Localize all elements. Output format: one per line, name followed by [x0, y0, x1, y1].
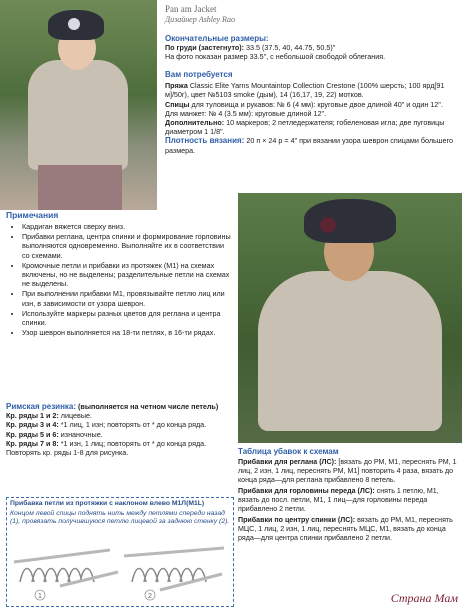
neck-value: снять 1 петлю, М1, вязать до посл. петли, М1, 1 лиц—для горловины переда прибавлено 2 петли. — [238, 487, 439, 513]
rib-heading-line — [6, 402, 234, 411]
back-label: Прибавки по центру спинки (ЛС): — [238, 516, 356, 524]
rib-row-label: Кр. ряды 5 и 6: — [6, 429, 59, 439]
sizes-heading: Окончательные размеры: — [165, 34, 269, 43]
back-value: вязать до РМ, М1, переснять МЦС, 1 лиц, 2 изн, 1 лиц, переснять МЦС, М1, вязать до конца ряда—для центра спинки прибавлено 2 петли. — [238, 516, 453, 542]
needle-illustration-2 — [124, 548, 224, 590]
model-photo-back — [238, 193, 462, 443]
site-watermark: Страна Мам — [390, 591, 458, 605]
rib-row — [6, 439, 234, 448]
decrease-table — [238, 447, 460, 543]
back-increase — [238, 516, 460, 543]
rib-row-value: изнаночные. — [58, 429, 103, 439]
rib-row-value: *1 лиц, 1 изн; повторять от * до конца ряда. — [58, 420, 207, 430]
step-1-label: 1 — [38, 593, 42, 600]
sizes-block — [165, 34, 460, 62]
pattern-title: Pan am Jacket — [165, 4, 217, 14]
gauge-line — [165, 136, 457, 154]
designer-name: Дизайнер Ashley Rao — [165, 15, 235, 24]
note-item: • При выполнении прибавки М1, провязывайте петлю лиц или изн, в зависимости от узора шеврон. — [22, 289, 232, 307]
diagram-title: Прибавка петли из протяжки с наклоном влево М1Л(M1L) — [10, 500, 205, 507]
skirt-shape — [38, 165, 122, 210]
rib-row-value: лицевые. — [58, 411, 92, 421]
chest-size — [165, 43, 460, 52]
cuffs-line: Для манжет: № 4 (3.5 мм): круговые длиной 12". — [165, 108, 327, 118]
extras-value: 10 маркеров; 2 петледержателя; гобеленовая игла; две пуговицы диаметром 1 1/8". — [165, 118, 445, 137]
raglan-value: [вязать до РМ, М1, переснять РМ, 1 лиц, 2 изн, 1 лиц, переснять РМ, М1] повторить 4 раза, вязать до конца ряда—для реглана прибавлено 8 петель. — [238, 458, 457, 484]
size-note: На фото показан размер 33.5", с небольшой свободой облегания. — [165, 52, 386, 62]
notes-list — [22, 222, 232, 338]
m1l-diagram — [6, 497, 234, 607]
neck-increase — [238, 487, 460, 514]
model-photo-front — [0, 0, 157, 210]
rib-heading-note: (выполняется на четном числе петель) — [76, 402, 219, 411]
hat-back-flower — [320, 217, 336, 233]
needles-label: Спицы — [165, 99, 190, 109]
chest-label: По груди (застегнуто): — [165, 43, 245, 53]
hat-back-shape — [304, 199, 396, 243]
extras-label: Дополнительно: — [165, 118, 225, 128]
diagram-caption: Концом левой спицы поднять нить между петлями спереди назад (1), провязать получившуюся петлю лицевой за заднюю стенку (2). — [10, 510, 230, 525]
rib-row-label: Кр. ряды 1 и 2: — [6, 411, 59, 421]
needles-value: для туловища и рукавов: № 6 (4 мм): круговые двое длиной 40" и один 12". — [189, 99, 443, 109]
chest-value: 33.5 (37.5, 40, 44.75, 50.5)" — [244, 43, 336, 53]
jacket-shape — [28, 60, 128, 170]
extras-line — [165, 118, 457, 136]
raglan-label: Прибавки для реглана (ЛС): — [238, 458, 337, 466]
rib-row-value: *1 изн, 1 лиц; повторять от * до конца ряда. — [58, 438, 207, 448]
rib-row — [6, 430, 234, 439]
yarn-label: Пряжа — [165, 81, 188, 91]
needles-line — [165, 100, 457, 109]
yarn-value: Classic Elite Yarns Mountaintop Collection Crestone (100% шерсть; 100 ярд[91 м]/50г), цвет №5103 smoke (дым), 14 (16,17, 19, 22) мотков. — [165, 81, 445, 100]
note-item: • Кардиган вяжется сверху вниз. — [22, 222, 232, 231]
jacket-back-shape — [258, 271, 442, 431]
note-item: • Узор шеврон выполняется на 18-ти петлях, в 16-ти рядах. — [22, 328, 232, 337]
materials-heading: Вам потребуется — [165, 70, 233, 79]
raglan-increase — [238, 458, 460, 485]
step-2-label: 2 — [148, 593, 152, 600]
rib-row-label: Кр. ряды 7 и 8: — [6, 438, 59, 448]
rib-heading: Римская резинка: — [6, 402, 77, 411]
hat-flower — [68, 18, 80, 30]
materials-block — [165, 70, 457, 155]
roman-rib-block — [6, 402, 234, 457]
legend-heading: Таблица убавок к схемам — [238, 447, 339, 456]
notes-heading: Примечания — [6, 210, 59, 220]
knitting-illustration — [10, 542, 230, 602]
rib-repeat: Повторять кр. ряды 1-8 для рисунка. — [6, 448, 129, 458]
note-item: • Используйте маркеры разных цветов для реглана и центра спинки. — [22, 309, 232, 327]
rib-row-label: Кр. ряды 3 и 4: — [6, 420, 59, 430]
gauge-label: Плотность вязания: — [165, 136, 245, 146]
needle-illustration-1 — [14, 550, 118, 586]
yarn-line — [165, 81, 457, 99]
gauge-value: 20 п × 24 р = 4" при вязании узора шеврон спицами большего размера. — [165, 136, 453, 155]
note-item: • Кромочные петли и прибавки из протяжек (М1) на схемах включены, но не выделены; разделительные петли на схемах не выделены. — [22, 261, 232, 289]
rib-row — [6, 420, 234, 429]
neck-label: Прибавки для горловины переда (ЛС): — [238, 487, 375, 495]
rib-row — [6, 411, 234, 420]
note-item: • Прибавки реглана, центра спинки и формирование горловины выполняются одновременно. Выполняйте их в соответствии со схемами. — [22, 232, 232, 260]
